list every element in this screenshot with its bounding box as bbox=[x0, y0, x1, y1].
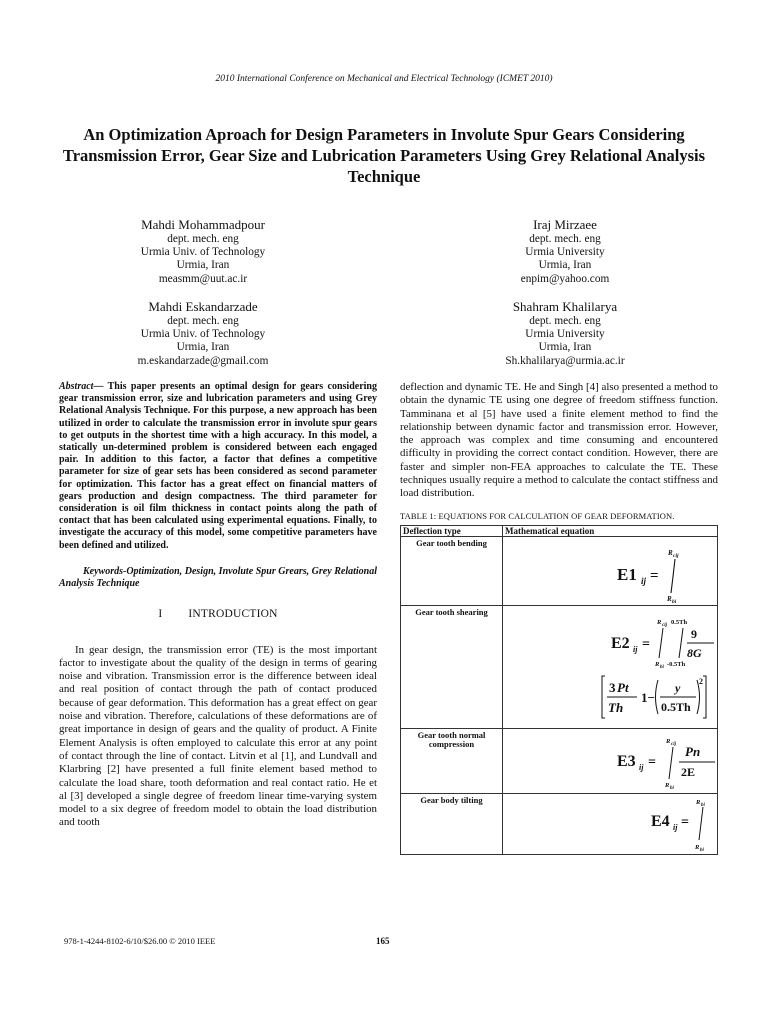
svg-text:ij: ij bbox=[633, 644, 638, 654]
svg-text:-0.5Th: -0.5Th bbox=[667, 660, 686, 668]
body-paragraph: deflection and dynamic TE. He and Singh [4] also presented a method to obtain the dynamic TE using one degree of freedom stiffness function. Tamminana et al [5] have used a finite element method to find the relationship between dynamic factor and transmission error. However, the approach was complex and time consuming and encountered difficulty in providing the correct contact condition. However, there are faster and simpler non-FEA approaches to calculate the TE. These techniques usually require a method to calculate the contact stiffness and load distribution. bbox=[400, 381, 718, 500]
equation-e2-graphic bbox=[503, 606, 717, 728]
author-city: Urmia, Iran bbox=[176, 259, 230, 272]
paper-title: An Optimization Aproach for Design Parameters in Involute Spur Gears Considering Transmission Error, Gear Size and Lubrication Parameters Using Grey Relational Analysis Technique bbox=[62, 125, 706, 186]
svg-text:E2: E2 bbox=[611, 634, 630, 652]
author-univ: Urmia Univ. of Technology bbox=[140, 246, 266, 259]
svg-text:0.5Th: 0.5Th bbox=[671, 618, 688, 626]
author-univ: Urmia Univ. of Technology bbox=[140, 328, 266, 341]
footer-isbn: 978-1-4244-8102-6/10/$26.00 © 2010 IEEE bbox=[64, 936, 216, 946]
author-name: Shahram Khalilarya bbox=[512, 299, 618, 314]
author-block bbox=[450, 217, 680, 286]
svg-text:Pn: Pn bbox=[685, 743, 701, 759]
author-city: Urmia, Iran bbox=[538, 259, 592, 272]
equation-e3 bbox=[503, 728, 718, 793]
svg-text:R: R bbox=[657, 618, 662, 626]
svg-text:9: 9 bbox=[691, 626, 697, 641]
svg-text:bi: bi bbox=[700, 847, 704, 853]
author-email: m.eskandarzade@gmail.com bbox=[137, 354, 269, 367]
svg-text:2: 2 bbox=[699, 676, 703, 686]
svg-text:bi: bi bbox=[701, 802, 705, 808]
svg-text:0.5Th: 0.5Th bbox=[661, 699, 691, 714]
svg-text:=: = bbox=[648, 754, 656, 770]
author-dept: dept. mech. eng bbox=[167, 315, 239, 327]
svg-text:E1: E1 bbox=[617, 564, 637, 584]
svg-text:2E: 2E bbox=[681, 764, 696, 779]
author-name: Iraj Mirzaee bbox=[533, 217, 597, 232]
abstract-text: This paper presents an optimal design for gears considering gear transmission error, size and lubrication parameters and using Grey Relational Analysis Technique. For this purpose, a new approach has been utilized in order to calculate the transmission error in involute spur gears to get outputs in the shortest time with a high accuracy. In this model, a statically un-determined problem is considered between each engaged pair. In addition to this factor, a factor that defines a competitive parameter for size of gear sets has been considered as second parameter for optimization. This factor has a great effect on financial matters of gears production and design compactness. The third parameter for consideration is oil film thickness in contact points along the path of contact that has been calculated using experimental equations. Finally, to investigate the accuracy of this model, some competitive parameters have been defined and utilized. bbox=[59, 381, 377, 551]
author-email: Sh.khalilarya@urmia.ac.ir bbox=[505, 354, 625, 367]
svg-text:bi: bi bbox=[670, 785, 674, 791]
svg-text:Th: Th bbox=[608, 699, 624, 715]
author-block bbox=[88, 299, 318, 368]
author-email: enpim@yahoo.com bbox=[520, 272, 610, 285]
svg-text:R: R bbox=[655, 660, 660, 668]
svg-text:R: R bbox=[666, 737, 671, 745]
table-header: Deflection type bbox=[401, 525, 503, 536]
right-column bbox=[400, 381, 718, 855]
svg-text:ij: ij bbox=[673, 822, 678, 832]
svg-text:ij: ij bbox=[641, 575, 647, 586]
author-block bbox=[450, 299, 680, 368]
svg-text:R: R bbox=[667, 594, 672, 603]
author-email: measmm@uut.ac.ir bbox=[158, 272, 248, 285]
svg-text:bi: bi bbox=[660, 664, 664, 670]
author-univ: Urmia University bbox=[525, 246, 605, 259]
equation-e1 bbox=[503, 536, 718, 605]
equation-e3-graphic bbox=[503, 729, 717, 793]
svg-text:1−: 1− bbox=[641, 689, 655, 705]
equation-e4-graphic bbox=[503, 794, 717, 854]
svg-text:cij: cij bbox=[662, 622, 667, 628]
table-caption: TABLE 1: EQUATIONS FOR CALCULATION OF GEAR DEFORMATION. bbox=[400, 510, 675, 521]
section-heading bbox=[59, 608, 377, 621]
author-dept: dept. mech. eng bbox=[529, 315, 601, 327]
table-row bbox=[401, 728, 718, 793]
svg-text:E3: E3 bbox=[617, 752, 636, 770]
equation-e4 bbox=[503, 793, 718, 854]
left-column bbox=[59, 381, 377, 830]
author-dept: dept. mech. eng bbox=[167, 233, 239, 245]
section-number: I bbox=[158, 608, 163, 621]
equation-e2 bbox=[503, 605, 718, 728]
svg-text:R: R bbox=[665, 781, 670, 789]
equations-table bbox=[400, 525, 718, 855]
author-name: Mahdi Mohammadpour bbox=[141, 217, 265, 232]
svg-text:cij: cij bbox=[673, 552, 679, 559]
svg-text:=: = bbox=[642, 636, 650, 652]
table-header: Mathematical equation bbox=[503, 525, 718, 536]
table-cell-label: Gear tooth normal compression bbox=[401, 728, 503, 793]
svg-text:E4: E4 bbox=[651, 812, 670, 830]
svg-text:cij: cij bbox=[671, 741, 676, 747]
section-title: INTRODUCTION bbox=[188, 608, 278, 621]
page-number: 165 bbox=[376, 936, 390, 946]
svg-text:R: R bbox=[696, 798, 701, 806]
abstract bbox=[59, 381, 377, 552]
author-name: Mahdi Eskandarzade bbox=[148, 299, 258, 314]
author-block bbox=[88, 217, 318, 286]
table-row bbox=[401, 536, 718, 605]
author-univ: Urmia University bbox=[525, 328, 605, 341]
author-dept: dept. mech. eng bbox=[529, 233, 601, 245]
table-cell-label: Gear tooth shearing bbox=[401, 605, 503, 728]
svg-text:bi: bi bbox=[672, 598, 677, 605]
table-cell-label: Gear tooth bending bbox=[401, 536, 503, 605]
svg-text:R: R bbox=[695, 843, 700, 851]
equation-e1-graphic bbox=[503, 537, 717, 605]
svg-text:R: R bbox=[668, 548, 673, 557]
abstract-lead: Abstract— bbox=[59, 381, 104, 392]
table-cell-label: Gear body tilting bbox=[401, 793, 503, 854]
table-row bbox=[401, 793, 718, 854]
intro-paragraph: In gear design, the transmission error (TE) is the most important factor to investigate about the quality of the design in terms of gearing noise and vibration. Transmission error is the difference between ideal and real position of contact through the path of contact produced because of gear deformation. This deformation has a great effect on gear noise and vibration. Therefore, calculations of these deformations are of great importance in design of gears and the quality of product. A Finite Element Analysis is often employed to calculate this error at any point of contact through the line of contact. Litvin et al [1], and Lundvall and Klarbring [2] have presented a full finite element based method to calculate the load share, tooth deformation and real contact ratio. He et al [3] developed a single degree of freedom linear time-varying system model to a six degree of freedom model to obtain the load distribution and tooth bbox=[59, 643, 377, 829]
table-row bbox=[401, 605, 718, 728]
svg-text:3: 3 bbox=[609, 679, 616, 695]
svg-text:8G: 8G bbox=[687, 645, 702, 660]
svg-text:Pt: Pt bbox=[617, 679, 629, 695]
conference-header: 2010 International Conference on Mechanical and Electrical Technology (ICMET 2010) bbox=[215, 74, 553, 84]
author-city: Urmia, Iran bbox=[538, 341, 592, 354]
svg-text:y: y bbox=[675, 680, 681, 695]
author-city: Urmia, Iran bbox=[176, 341, 230, 354]
keywords: Keywords-Optimization, Design, Involute Spur Grears, Grey Relational Analysis Technique bbox=[59, 565, 377, 590]
svg-text:=: = bbox=[681, 814, 689, 830]
svg-text:ij: ij bbox=[639, 762, 644, 772]
svg-text:=: = bbox=[650, 567, 659, 584]
